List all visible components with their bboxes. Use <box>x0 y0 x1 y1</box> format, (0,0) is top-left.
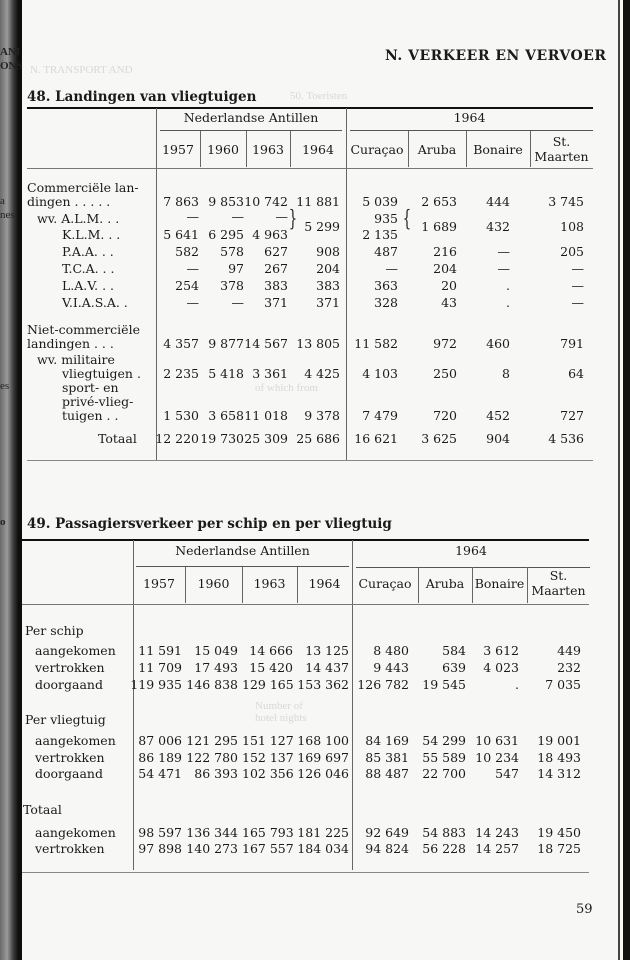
table-cell-total: 140 273 <box>186 841 238 856</box>
table-cell: — <box>186 261 199 276</box>
margin-fragment: a <box>0 195 5 207</box>
table-cell: 14 567 <box>244 336 288 351</box>
table-cell: 10 742 <box>244 194 288 209</box>
table-cell: 86 393 <box>194 766 238 781</box>
table-cell: 5 418 <box>208 366 244 381</box>
table-cell-total: 19 730 <box>200 431 244 446</box>
table-cell: 383 <box>264 278 288 293</box>
bleed-through-text: N. TRANSPORT AND <box>30 64 133 76</box>
table-cell: 6 295 <box>208 227 244 242</box>
table-cell: 153 362 <box>297 677 349 692</box>
column-header: 1960 <box>207 142 239 157</box>
table-cell: 11 709 <box>138 660 182 675</box>
table-cell: 5 641 <box>163 227 199 242</box>
table-cell-merged: 1 689 <box>421 219 457 234</box>
table-cell: 9 378 <box>304 408 340 423</box>
table-cell: 727 <box>560 408 584 423</box>
column-header: Curaçao <box>358 576 412 591</box>
book-binding-shadow <box>0 0 21 960</box>
table-cell: — <box>275 209 288 224</box>
table-cell: 54 299 <box>422 733 466 748</box>
table-48-group-header-na: Nederlandse Antillen <box>183 110 319 125</box>
row-label: sport- en <box>62 380 119 395</box>
table-cell-total: 181 225 <box>297 825 349 840</box>
table-cell: 720 <box>433 408 457 423</box>
table-cell: 14 437 <box>305 660 349 675</box>
table-cell: 55 589 <box>422 750 466 765</box>
table-cell-total: 184 034 <box>297 841 349 856</box>
table-cell: 2 653 <box>421 194 457 209</box>
column-header: 1963 <box>252 142 284 157</box>
table-cell: 204 <box>433 261 457 276</box>
table-cell: 102 356 <box>242 766 294 781</box>
table-cell-total: 12 220 <box>155 431 199 446</box>
column-header: Aruba <box>417 142 457 157</box>
margin-fragment: es <box>0 380 10 392</box>
table-cell: 11 018 <box>244 408 288 423</box>
table-cell-total: 18 725 <box>537 841 581 856</box>
table-cell: 54 471 <box>138 766 182 781</box>
table-48-subheader-rule <box>160 130 342 131</box>
table-cell-total: 25 686 <box>296 431 340 446</box>
row-label: tuigen . . <box>62 408 119 423</box>
table-cell: 7 863 <box>163 194 199 209</box>
table-cell: 126 046 <box>297 766 349 781</box>
table-cell: 547 <box>495 766 519 781</box>
table-cell: 15 420 <box>249 660 293 675</box>
table-cell: 371 <box>316 295 340 310</box>
row-label: landingen . . . <box>27 336 114 351</box>
table-cell: 88 487 <box>365 766 409 781</box>
table-cell: 254 <box>175 278 199 293</box>
column-header: 1963 <box>253 576 286 591</box>
table-cell: . <box>515 677 519 692</box>
table-cell: 22 700 <box>422 766 466 781</box>
table-cell: 4 425 <box>304 366 340 381</box>
table-cell: 216 <box>433 244 457 259</box>
column-header: 1964 <box>302 142 334 157</box>
table-49-group-header-na: Nederlandse Antillen <box>175 543 310 558</box>
table-cell: — <box>231 295 244 310</box>
brace-symbol: { <box>402 207 412 232</box>
table-cell: 11 591 <box>138 643 182 658</box>
table-cell: 4 963 <box>252 227 288 242</box>
table-cell: 250 <box>433 366 457 381</box>
row-label: vertrokken <box>35 660 105 675</box>
table-cell: 8 <box>502 366 510 381</box>
table-cell: 11 881 <box>296 194 340 209</box>
table-cell: 449 <box>557 643 581 658</box>
table-cell: 15 049 <box>194 643 238 658</box>
table-cell-total: 25 309 <box>244 431 288 446</box>
table-cell-total: 165 793 <box>242 825 294 840</box>
row-label: aangekomen <box>35 643 116 658</box>
table-cell: 383 <box>316 278 340 293</box>
table-cell: 5 039 <box>362 194 398 209</box>
row-label: wv. A.L.M. . . <box>37 211 120 226</box>
table-cell: 20 <box>441 278 457 293</box>
table-cell: — <box>571 295 584 310</box>
row-label: L.A.V. . . <box>62 278 114 293</box>
table-cell: 204 <box>316 261 340 276</box>
table-49-top-rule <box>22 539 589 541</box>
table-cell: 4 357 <box>163 336 199 351</box>
bleed-through-text: hotel nights <box>255 712 307 724</box>
table-cell: 86 189 <box>138 750 182 765</box>
column-header: 1960 <box>197 576 230 591</box>
column-header: 1957 <box>143 576 175 591</box>
table-cell: 122 780 <box>186 750 238 765</box>
table-cell: 14 312 <box>537 766 581 781</box>
table-cell: 146 838 <box>186 677 238 692</box>
row-label: vertrokken <box>35 750 105 765</box>
table-cell: 3 612 <box>483 643 519 658</box>
row-label: wv. militaire <box>37 352 115 367</box>
table-cell: 169 697 <box>297 750 349 765</box>
table-cell: 19 001 <box>537 733 581 748</box>
table-cell: 371 <box>264 295 288 310</box>
row-label: aangekomen <box>35 825 116 840</box>
column-header: Bonaire <box>474 576 525 591</box>
bleed-through-text: Number of <box>255 700 303 712</box>
table-cell: 7 035 <box>545 677 581 692</box>
table-cell: 87 006 <box>138 733 182 748</box>
column-header: St. <box>549 568 568 583</box>
section-header: N. VERKEER EN VERVOER <box>385 48 607 64</box>
table-cell-total: 97 898 <box>138 841 182 856</box>
table-cell: 232 <box>557 660 581 675</box>
table-cell: 3 745 <box>548 194 584 209</box>
table-cell: 908 <box>316 244 340 259</box>
table-cell: 267 <box>264 261 288 276</box>
column-header: Maarten <box>531 583 586 598</box>
table-cell: 378 <box>220 278 244 293</box>
table-cell-total: 14 257 <box>475 841 519 856</box>
table-cell: 13 125 <box>305 643 349 658</box>
table-cell-total: 54 883 <box>422 825 466 840</box>
table-cell: 639 <box>442 660 466 675</box>
table-cell: 9 877 <box>208 336 244 351</box>
table-cell: 17 493 <box>194 660 238 675</box>
table-cell-total: 904 <box>486 431 510 446</box>
table-49-header-rule <box>22 604 589 605</box>
table-cell: 9 443 <box>373 660 409 675</box>
table-cell: 578 <box>220 244 244 259</box>
table-cell: 64 <box>568 366 584 381</box>
table-cell: 2 235 <box>163 366 199 381</box>
table-cell: 2 135 <box>362 227 398 242</box>
table-cell: 205 <box>560 244 584 259</box>
row-label: Commerciële lan- <box>27 180 139 195</box>
table-cell-total: 4 536 <box>548 431 584 446</box>
table-cell: 4 103 <box>362 366 398 381</box>
table-48-bottom-rule <box>27 460 593 461</box>
table-cell: 126 782 <box>357 677 409 692</box>
row-label: V.I.A.S.A. . <box>62 295 128 310</box>
table-cell: 935 <box>374 211 398 226</box>
table-cell: — <box>186 295 199 310</box>
bleed-through-text: 50. Toeristen <box>290 90 348 102</box>
table-48-title: 48. Landingen van vliegtuigen <box>27 89 257 105</box>
column-header: Bonaire <box>473 142 523 157</box>
table-cell: 791 <box>560 336 584 351</box>
table-cell: . <box>506 295 510 310</box>
table-cell: 584 <box>442 643 466 658</box>
table-cell: 9 853 <box>208 194 244 209</box>
section-heading: Totaal <box>23 802 62 817</box>
table-cell: 84 169 <box>365 733 409 748</box>
row-label-total: Totaal <box>98 431 137 446</box>
row-label: privé-vlieg- <box>62 394 134 409</box>
row-label: dingen . . . . . <box>27 194 111 209</box>
section-heading: Per schip <box>25 623 84 638</box>
table-cell-total: 56 228 <box>422 841 466 856</box>
margin-fragment: ONS <box>0 60 23 72</box>
table-cell: 14 666 <box>249 643 293 658</box>
table-cell: 972 <box>433 336 457 351</box>
bleed-through-text: of which from <box>255 382 318 394</box>
row-label: vliegtuigen . <box>62 366 141 381</box>
page-number: 59 <box>576 902 593 917</box>
table-cell: 11 582 <box>354 336 398 351</box>
table-cell: — <box>186 209 199 224</box>
margin-fragment: ANI <box>0 46 21 58</box>
table-49-group-header-1964: 1964 <box>455 543 487 558</box>
table-48-header-rule <box>27 168 593 169</box>
table-cell-total: 136 344 <box>186 825 238 840</box>
row-label: doorgaand <box>35 766 103 781</box>
table-cell-total: 92 649 <box>365 825 409 840</box>
table-cell: — <box>497 261 510 276</box>
table-cell: 97 <box>228 261 244 276</box>
table-cell: — <box>571 278 584 293</box>
table-49-bottom-rule <box>22 872 589 873</box>
table-cell-total: 16 621 <box>354 431 398 446</box>
page-edge-right <box>623 0 630 960</box>
table-49-title: 49. Passagiersverkeer per schip en per vliegtuig <box>27 516 392 532</box>
row-label: P.A.A. . . <box>62 244 114 259</box>
table-cell-total: 167 557 <box>242 841 294 856</box>
column-header: Maarten <box>534 149 589 164</box>
table-cell: 85 381 <box>365 750 409 765</box>
row-label: K.L.M. . . <box>62 227 121 242</box>
table-cell: — <box>231 209 244 224</box>
row-label: Niet-commerciële <box>27 322 140 337</box>
table-cell: 129 165 <box>242 677 294 692</box>
table-cell: 432 <box>486 219 510 234</box>
table-cell: 10 631 <box>475 733 519 748</box>
table-cell: 19 545 <box>422 677 466 692</box>
table-cell: 8 480 <box>373 643 409 658</box>
table-cell: 13 805 <box>296 336 340 351</box>
table-cell-total: 14 243 <box>475 825 519 840</box>
table-cell: 1 530 <box>163 408 199 423</box>
table-cell: — <box>385 261 398 276</box>
table-cell-merged: 5 299 <box>304 219 340 234</box>
column-header: 1957 <box>162 142 194 157</box>
table-cell: 363 <box>374 278 398 293</box>
table-cell: 7 479 <box>362 408 398 423</box>
row-label: vertrokken <box>35 841 105 856</box>
table-cell: 460 <box>486 336 510 351</box>
table-cell: 168 100 <box>297 733 349 748</box>
row-label: doorgaand <box>35 677 103 692</box>
table-cell: . <box>506 278 510 293</box>
column-header: 1964 <box>308 576 341 591</box>
table-cell: 108 <box>560 219 584 234</box>
table-cell: 152 137 <box>242 750 294 765</box>
table-cell: 582 <box>175 244 199 259</box>
table-cell: 119 935 <box>130 677 182 692</box>
table-cell-total: 98 597 <box>138 825 182 840</box>
table-cell: 4 023 <box>483 660 519 675</box>
table-cell: 18 493 <box>537 750 581 765</box>
table-cell: 487 <box>374 244 398 259</box>
margin-fragment: nes <box>0 209 15 221</box>
page-edge-line <box>618 0 620 960</box>
table-cell: 43 <box>441 295 457 310</box>
table-48-subheader-rule <box>350 130 593 131</box>
margin-fragment: o <box>0 516 6 528</box>
table-cell: 121 295 <box>186 733 238 748</box>
section-heading: Per vliegtuig <box>25 712 106 727</box>
table-cell: 10 234 <box>475 750 519 765</box>
table-cell: — <box>571 261 584 276</box>
table-48-group-header-1964: 1964 <box>453 110 486 125</box>
table-48-top-rule <box>27 107 593 109</box>
table-cell: 3 361 <box>252 366 288 381</box>
table-cell: 151 127 <box>242 733 294 748</box>
column-header: St. <box>552 134 571 149</box>
table-cell: — <box>497 244 510 259</box>
table-cell: 444 <box>486 194 510 209</box>
table-cell: 627 <box>264 244 288 259</box>
table-cell: 452 <box>486 408 510 423</box>
table-cell-total: 3 625 <box>421 431 457 446</box>
table-cell: 328 <box>374 295 398 310</box>
column-header: Aruba <box>425 576 465 591</box>
page-gutter <box>18 0 22 960</box>
row-label: aangekomen <box>35 733 116 748</box>
brace-symbol: } <box>288 207 298 232</box>
table-cell: 3 658 <box>208 408 244 423</box>
table-cell-total: 94 824 <box>365 841 409 856</box>
row-label: T.C.A. . . <box>62 261 115 276</box>
table-cell-total: 19 450 <box>537 825 581 840</box>
column-header: Curaçao <box>350 142 404 157</box>
